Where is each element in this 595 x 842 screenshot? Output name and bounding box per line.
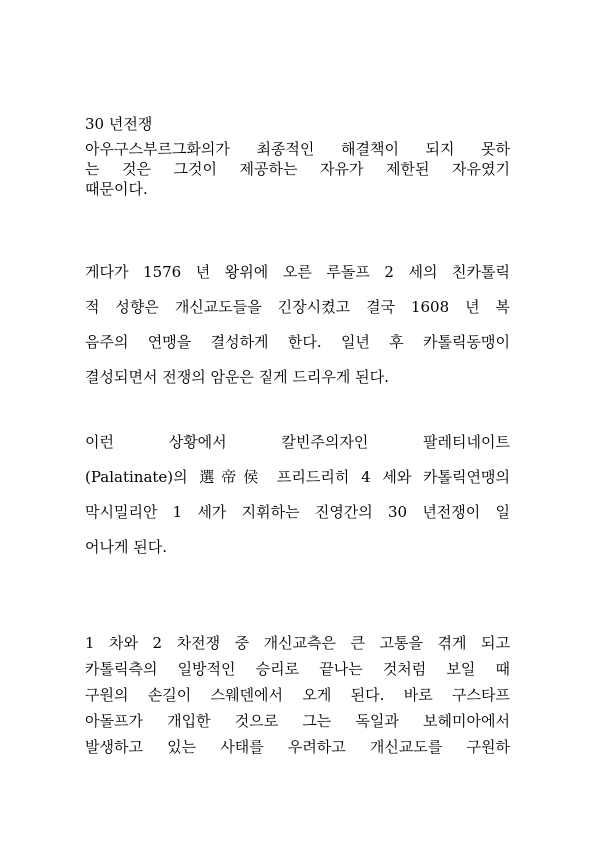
paragraph-line: (Palatinate)의 選帝侯 프리드리히 4 세와 카톨릭연맹의 (85, 468, 510, 486)
paragraph-line: 결성되면서 전쟁의 암운은 짙게 드리우게 된다. (85, 368, 389, 386)
paragraph-line: 이런 상황에서 칼빈주의자인 팔레티네이트 (85, 433, 510, 451)
paragraph-2 (85, 255, 510, 395)
paragraph-line: 아돌프가 개입한 것으로 그는 독일과 보헤미아에서 (85, 712, 510, 730)
paragraph-line: 때문이다. (85, 180, 148, 198)
paragraph-4 (85, 630, 510, 760)
paragraph-3 (85, 425, 510, 565)
paragraph-line: 음주의 연맹을 결성하게 한다. 일년 후 카톨릭동맹이 (85, 333, 510, 351)
paragraph-line: 어나게 된다. (85, 538, 167, 556)
paragraph-line: 1 차와 2 차전쟁 중 개신교측은 큰 고통을 겪게 되고 (85, 634, 510, 652)
paragraph-line: 구원의 손길이 스웨덴에서 오게 된다. 바로 구스타프 (85, 686, 510, 704)
paragraph-line: 막시밀리안 1 세가 지휘하는 진영간의 30 년전쟁이 일 (85, 503, 510, 521)
paragraph-line: 는 것은 그것이 제공하는 자유가 제한된 자유였기 (85, 160, 510, 178)
page-title: 30 년전쟁 (85, 115, 153, 133)
paragraph-line: 적 성향은 개신교도들을 긴장시켰고 결국 1608 년 복 (85, 298, 510, 316)
paragraph-line: 게다가 1576 년 왕위에 오른 루돌프 2 세의 친카톨릭 (85, 263, 510, 281)
paragraph-line: 발생하고 있는 사태를 우려하고 개신교도를 구원하 (85, 738, 510, 756)
paragraph-line: 카톨릭측의 일방적인 승리로 끝나는 것처럼 보일 때 (85, 660, 510, 678)
paragraph-line: 아우구스부르그화의가 최종적인 해결책이 되지 못하 (85, 140, 510, 158)
paragraph-1 (85, 139, 510, 199)
